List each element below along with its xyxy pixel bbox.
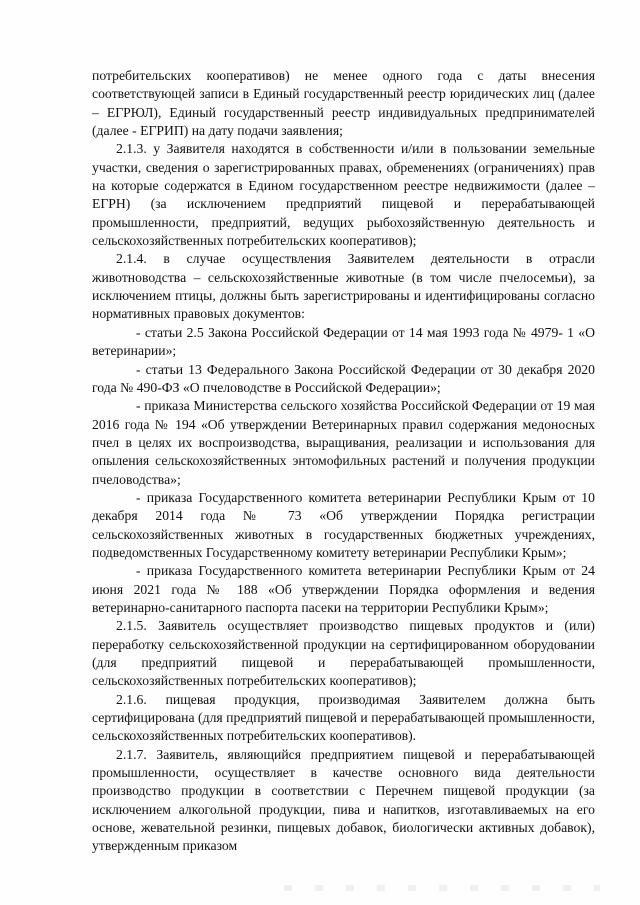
list-item-order-73: - приказа Государственного комитета ветеринарии Республики Крым от 10 декабря 2014 года № 73 «Об утверждении Порядка регистрации сельскохозяйственных животных в государственных бюджетных учреждениях, подведомственных Государственному комитету ветеринарии Республики Крым»; bbox=[92, 489, 595, 560]
list-item-order-194: - приказа Министерства сельского хозяйства Российской Федерации от 19 мая 2016 года № 194 «Об утверждении Ветеринарных правил содержания медоносных пчел в целях их воспроизводства, выращивания, реализации и использования для опыления сельскохозяйственных энтомофильных растений и получения продукции пчеловодства»; bbox=[92, 398, 595, 487]
paragraph-2-1-7: 2.1.7. Заявитель, являющийся предприятием пищевой и перерабатывающей промышленности, осуществляет в качестве основного вида деятельности производство продукции в соответствии с Перечнем пищевой продукции (за исключением алкогольной продукции, пива и напитков, изготавливаемых на его основе, жевательной резинки, пищевых добавок, биологически активных добавок), утвержденным приказом bbox=[92, 746, 595, 854]
list-item-law-4979: - статьи 2.5 Закона Российской Федерации от 14 мая 1993 года № 4979- 1 «О ветеринарии»; bbox=[92, 324, 595, 359]
list-item-order-188: - приказа Государственного комитета ветеринарии Республики Крым от 24 июня 2021 года № 188 «Об утверждении Порядка оформления и ведения ветеринарно-санитарного паспорта пасеки на территории Республики Крым»; bbox=[92, 563, 595, 615]
paragraph-2-1-6: 2.1.6. пищевая продукция, производимая Заявителем должна быть сертифицирована (для предприятий пищевой и перерабатывающей промышленности, сельскохозяйственных потребительских кооперативов). bbox=[92, 691, 595, 744]
paragraph-2-1-3: 2.1.3. у Заявителя находятся в собственности и/или в пользовании земельные участки, сведения о зарегистрированных правах, обременениях (ограничениях) прав на которые содержатся в Едином государственном реестре недвижимости (далее – ЕГРН) (за исключением предприятий пищевой и перерабатывающей промышленности, предприятий, ведущих рыбохозяйственную деятельность и сельскохозяйственных потребительских кооперативов); bbox=[92, 141, 595, 249]
scan-artifact-strip bbox=[270, 885, 600, 891]
list-item-law-490: - статьи 13 Федерального Закона Российской Федерации от 30 декабря 2020 года № 490-ФЗ «О пчеловодстве в Российской Федерации»; bbox=[92, 361, 595, 395]
paragraph-2-1-4: 2.1.4. в случае осуществления Заявителем деятельности в отрасли животноводства – сельскохозяйственные животные (в том числе пчелосемьи), за исключением птицы, должны быть зарегистрированы и идентифицированы согласно нормативных правовых документов: bbox=[92, 251, 595, 322]
document-body bbox=[92, 67, 595, 856]
paragraph-continuation: потребительских кооперативов) не менее одного года с даты внесения соответствующей записи в Единый государственный реестр юридических лиц (далее – ЕГРЮЛ), Единый государственный реестр индивидуальных предпринимателей (далее - ЕГРИП) на дату подачи заявления; bbox=[92, 68, 595, 139]
paragraph-2-1-5: 2.1.5. Заявитель осуществляет производство пищевых продуктов и (или) переработку сельскохозяйственной продукции на сертифицированном оборудовании (для предприятий пищевой и перерабатывающей промышленности, сельскохозяйственных потребительских кооперативов); bbox=[92, 618, 595, 689]
